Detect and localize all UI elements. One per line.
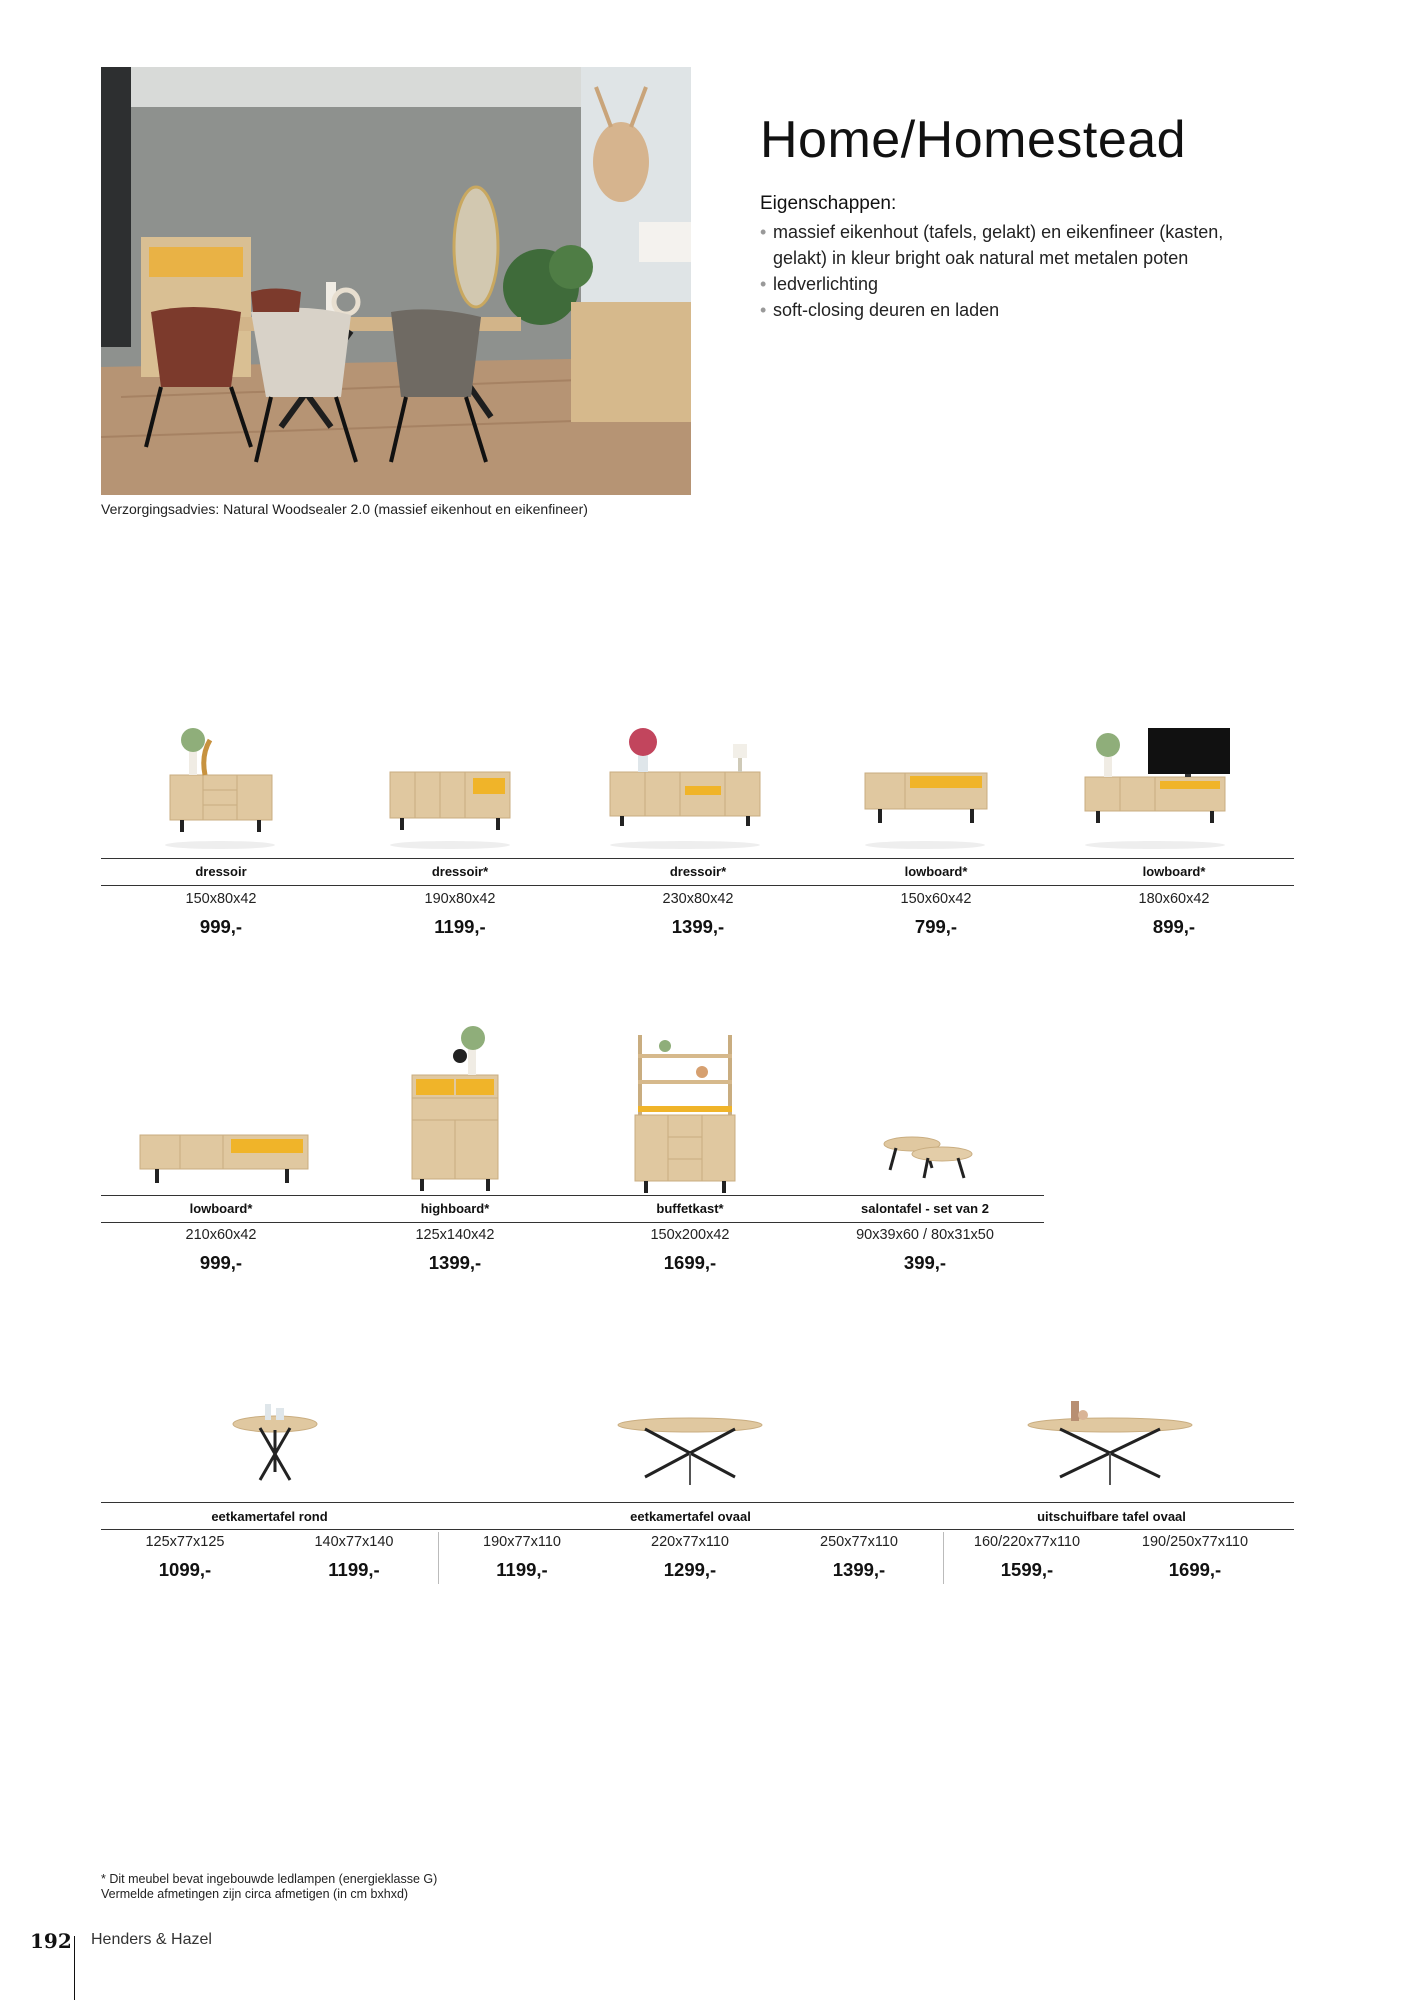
- product-dimensions: 150x200x42: [650, 1227, 730, 1243]
- product-price: 1299,-: [663, 1559, 717, 1580]
- product-dimensions: 140x77x140: [314, 1534, 394, 1550]
- property-item: • massief eikenhout (tafels, gelakt) en eikenfineer (kasten, gelakt) in kleur bright oak natural met metalen poten: [760, 219, 1230, 271]
- product-name: dressoir*: [669, 864, 727, 879]
- product-name: dressoir*: [431, 864, 489, 879]
- product-price: 1199,-: [328, 1559, 380, 1580]
- product-dimensions: 210x60x42: [185, 1227, 257, 1243]
- product-name: buffetkast*: [656, 1201, 724, 1216]
- product-price: 1399,-: [671, 916, 725, 937]
- footnote-led: * Dit meubel bevat ingebouwde ledlampen (energieklasse G): [101, 1872, 438, 1886]
- product-dimensions: 220x77x110: [651, 1534, 729, 1550]
- row2-bottom-rule: [101, 1222, 1044, 1223]
- product-dimensions: 230x80x42: [662, 891, 734, 907]
- product-price: 799,-: [914, 916, 958, 937]
- properties-heading: Eigenschappen:: [760, 193, 897, 214]
- row3-bottom-rule: [101, 1529, 1294, 1530]
- product-dimensions: 125x77x125: [145, 1534, 225, 1550]
- product-name: salontafel - set van 2: [861, 1201, 989, 1216]
- product-price: 1699,-: [663, 1252, 717, 1273]
- hero-photo: [101, 67, 691, 495]
- product-price: 399,-: [903, 1252, 947, 1273]
- product-price: 1599,-: [1000, 1559, 1054, 1580]
- product-dimensions: 125x140x42: [415, 1227, 495, 1243]
- product-price: 999,-: [199, 1252, 243, 1273]
- product-name: eetkamertafel ovaal: [630, 1509, 751, 1524]
- product-dimensions: 190x80x42: [424, 891, 496, 907]
- product-name: lowboard*: [1142, 864, 1206, 879]
- care-advice-caption: Verzorgingsadvies: Natural Woodsealer 2.0 (massief eikenhout en eikenfineer): [101, 501, 588, 517]
- product-name: uitschuifbare tafel ovaal: [1037, 1509, 1186, 1524]
- property-item: • soft-closing deuren en laden: [760, 297, 1230, 323]
- oval-table-image: [615, 1415, 765, 1490]
- extendable-table-image: [1025, 1395, 1195, 1490]
- product-price: 1099,-: [158, 1559, 212, 1580]
- row1-bottom-rule: [101, 885, 1294, 886]
- product-dimensions: 90x39x60 / 80x31x50: [856, 1227, 994, 1243]
- product-price: 999,-: [199, 916, 243, 937]
- page-number: 192: [30, 1929, 72, 1953]
- product-dimensions: 190x77x110: [483, 1534, 561, 1550]
- dressoir-150-image: [155, 715, 285, 850]
- lowboard-180-image: [1080, 715, 1230, 850]
- product-price: 899,-: [1152, 916, 1196, 937]
- dressoir-230-image: [605, 710, 765, 850]
- salontafel-image: [880, 1130, 980, 1190]
- dressoir-190-image: [385, 715, 515, 850]
- page-title: Home/Homestead: [760, 111, 1187, 169]
- product-dimensions: 180x60x42: [1138, 891, 1210, 907]
- product-name: lowboard*: [904, 864, 968, 879]
- product-price: 1199,-: [496, 1559, 548, 1580]
- footer-divider: [74, 1936, 75, 2000]
- product-price: 1199,-: [434, 916, 486, 937]
- product-name: highboard*: [420, 1201, 490, 1216]
- product-name: eetkamertafel rond: [211, 1509, 328, 1524]
- product-dimensions: 150x60x42: [900, 891, 972, 907]
- brand-name: Henders & Hazel: [91, 1931, 212, 1948]
- product-name: lowboard*: [189, 1201, 253, 1216]
- properties-list: [760, 219, 1230, 323]
- product-price: 1699,-: [1168, 1559, 1222, 1580]
- row2-top-rule: [101, 1195, 1044, 1196]
- row1-top-rule: [101, 858, 1294, 859]
- round-table-image: [230, 1390, 320, 1485]
- lowboard-150-image: [860, 715, 990, 850]
- footnote: [101, 1872, 437, 1902]
- product-dimensions: 150x80x42: [185, 891, 257, 907]
- buffetkast-image: [630, 1030, 740, 1200]
- lowboard-210-image: [135, 1115, 315, 1195]
- product-name: dressoir: [195, 864, 247, 879]
- product-dimensions: 160/220x77x110: [973, 1534, 1081, 1550]
- product-price: 1399,-: [428, 1252, 482, 1273]
- product-dimensions: 250x77x110: [820, 1534, 898, 1550]
- product-price: 1399,-: [832, 1559, 886, 1580]
- footnote-dimensions: Vermelde afmetingen zijn circa afmetigen (in cm bxhxd): [101, 1887, 409, 1901]
- property-item: • ledverlichting: [760, 271, 1230, 297]
- product-dimensions: 190/250x77x110: [1141, 1534, 1249, 1550]
- row3-top-rule: [101, 1502, 1294, 1503]
- highboard-image: [400, 1020, 510, 1195]
